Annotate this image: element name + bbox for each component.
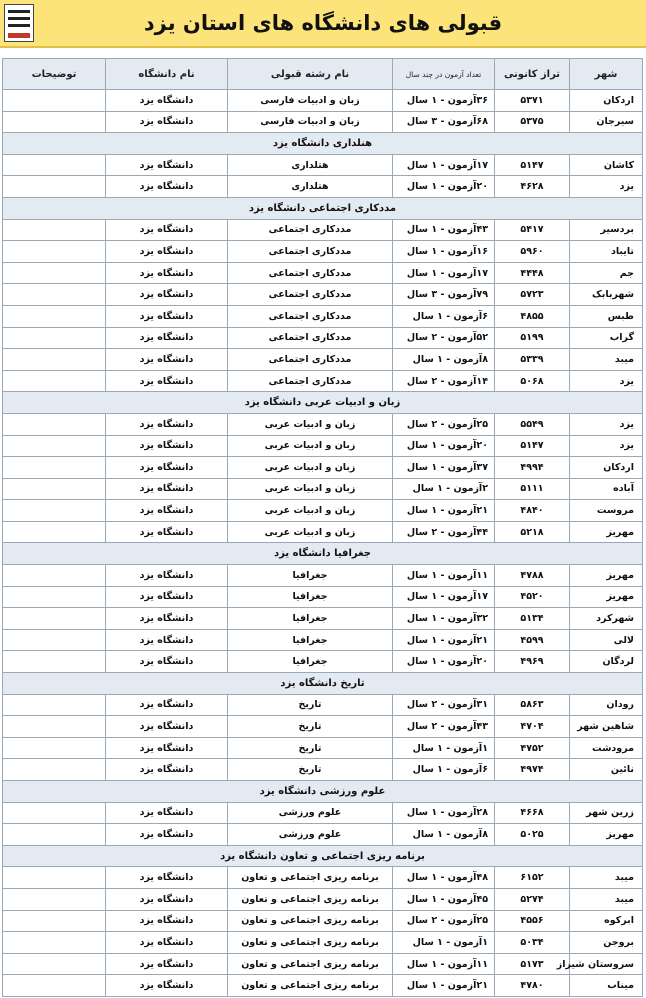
table-row: [3, 953, 643, 975]
cell-score: ۴۵۵۶: [495, 910, 570, 932]
cell-field: مددکاری اجتماعی: [228, 241, 393, 263]
section-row: [3, 392, 643, 414]
cell-city: میبد: [570, 349, 643, 371]
table-row: [3, 457, 643, 479]
cell-score: ۴۷۵۲: [495, 737, 570, 759]
cell-score: ۴۸۴۰: [495, 500, 570, 522]
table-row: [3, 737, 643, 759]
cell-exams: ۱۱آزمون - ۱ سال: [393, 953, 495, 975]
cell-field: زبان و ادبیات عربی: [228, 500, 393, 522]
cell-exams: ۱۴آزمون - ۲ سال: [393, 370, 495, 392]
cell-notes: [3, 975, 106, 997]
cell-city: نائین: [570, 759, 643, 781]
cell-notes: [3, 219, 106, 241]
cell-notes: [3, 90, 106, 112]
cell-score: ۵۱۱۱: [495, 478, 570, 500]
cell-city: یزد: [570, 435, 643, 457]
cell-notes: [3, 457, 106, 479]
table-row: [3, 565, 643, 587]
cell-university: دانشگاه یزد: [106, 370, 228, 392]
section-title: تاریخ دانشگاه یزد: [3, 673, 643, 695]
cell-exams: ۱۷آزمون - ۱ سال: [393, 154, 495, 176]
cell-notes: [3, 694, 106, 716]
cell-university: دانشگاه یزد: [106, 867, 228, 889]
cell-exams: ۳۷آزمون - ۱ سال: [393, 457, 495, 479]
cell-field: جغرافیا: [228, 651, 393, 673]
cell-score: ۴۹۹۴: [495, 457, 570, 479]
table-row: [3, 716, 643, 738]
cell-field: جغرافیا: [228, 608, 393, 630]
cell-notes: [3, 651, 106, 673]
cell-field: زبان و ادبیات عربی: [228, 457, 393, 479]
cell-university: دانشگاه یزد: [106, 651, 228, 673]
cell-exams: ۶آزمون - ۱ سال: [393, 305, 495, 327]
cell-university: دانشگاه یزد: [106, 802, 228, 824]
cell-score: ۴۷۸۸: [495, 565, 570, 587]
cell-university: دانشگاه یزد: [106, 824, 228, 846]
cell-field: زبان و ادبیات عربی: [228, 413, 393, 435]
cell-notes: [3, 629, 106, 651]
section-row: [3, 673, 643, 695]
cell-exams: ۲۱آزمون - ۱ سال: [393, 500, 495, 522]
cell-city: اردکان: [570, 90, 643, 112]
cell-university: دانشگاه یزد: [106, 111, 228, 133]
section-title: برنامه ریزی اجتماعی و تعاون دانشگاه یزد: [3, 845, 643, 867]
cell-exams: ۱۶آزمون - ۱ سال: [393, 241, 495, 263]
cell-city: یزد: [570, 413, 643, 435]
cell-university: دانشگاه یزد: [106, 500, 228, 522]
cell-exams: ۱۱آزمون - ۱ سال: [393, 565, 495, 587]
section-row: [3, 197, 643, 219]
cell-score: ۵۷۲۳: [495, 284, 570, 306]
cell-notes: [3, 262, 106, 284]
cell-field: برنامه ریزی اجتماعی و تعاون: [228, 975, 393, 997]
cell-university: دانشگاه یزد: [106, 435, 228, 457]
table-row: [3, 413, 643, 435]
table-row: [3, 305, 643, 327]
table-row: [3, 629, 643, 651]
cell-university: دانشگاه یزد: [106, 953, 228, 975]
cell-university: دانشگاه یزد: [106, 349, 228, 371]
cell-city: مهریز: [570, 824, 643, 846]
cell-field: برنامه ریزی اجتماعی و تعاون: [228, 867, 393, 889]
cell-score: ۵۳۳۹: [495, 349, 570, 371]
cell-field: برنامه ریزی اجتماعی و تعاون: [228, 910, 393, 932]
cell-exams: ۴۵آزمون - ۱ سال: [393, 888, 495, 910]
cell-score: ۵۱۹۹: [495, 327, 570, 349]
cell-exams: ۲۱آزمون - ۱ سال: [393, 629, 495, 651]
cell-score: ۴۵۲۰: [495, 586, 570, 608]
cell-university: دانشگاه یزد: [106, 565, 228, 587]
page-title: قبولی های دانشگاه های استان یزد: [143, 11, 503, 35]
cell-city: مرودشت: [570, 737, 643, 759]
section-title: مددکاری اجتماعی دانشگاه یزد: [3, 197, 643, 219]
cell-city: تایباد: [570, 241, 643, 263]
cell-field: علوم ورزشی: [228, 802, 393, 824]
section-row: [3, 781, 643, 803]
cell-university: دانشگاه یزد: [106, 759, 228, 781]
cell-university: دانشگاه یزد: [106, 284, 228, 306]
cell-university: دانشگاه یزد: [106, 629, 228, 651]
section-title: علوم ورزشی دانشگاه یزد: [3, 781, 643, 803]
cell-notes: [3, 932, 106, 954]
cell-score: ۵۳۷۵: [495, 111, 570, 133]
cell-notes: [3, 867, 106, 889]
cell-score: ۵۵۴۹: [495, 413, 570, 435]
cell-university: دانشگاه یزد: [106, 888, 228, 910]
cell-exams: ۴۴آزمون - ۲ سال: [393, 521, 495, 543]
cell-city: مروست: [570, 500, 643, 522]
cell-exams: ۳۱آزمون - ۲ سال: [393, 694, 495, 716]
cell-field: تاریخ: [228, 759, 393, 781]
cell-field: جغرافیا: [228, 565, 393, 587]
cell-exams: ۲۱آزمون - ۱ سال: [393, 975, 495, 997]
cell-exams: ۱۷آزمون - ۱ سال: [393, 586, 495, 608]
cell-notes: [3, 478, 106, 500]
cell-university: دانشگاه یزد: [106, 716, 228, 738]
cell-field: مددکاری اجتماعی: [228, 284, 393, 306]
header-university: نام دانشگاه: [106, 59, 228, 90]
cell-field: مددکاری اجتماعی: [228, 349, 393, 371]
cell-notes: [3, 435, 106, 457]
cell-university: دانشگاه یزد: [106, 241, 228, 263]
cell-field: تاریخ: [228, 694, 393, 716]
cell-notes: [3, 824, 106, 846]
cell-city: یزد: [570, 176, 643, 198]
cell-exams: ۲۵آزمون - ۲ سال: [393, 910, 495, 932]
cell-notes: [3, 888, 106, 910]
cell-notes: [3, 241, 106, 263]
cell-city: سروستان شیراز: [570, 953, 643, 975]
cell-field: زبان و ادبیات عربی: [228, 521, 393, 543]
cell-exams: ۴۳آزمون - ۲ سال: [393, 716, 495, 738]
cell-exams: ۲۸آزمون - ۱ سال: [393, 802, 495, 824]
cell-university: دانشگاه یزد: [106, 737, 228, 759]
cell-exams: ۲آزمون - ۱ سال: [393, 478, 495, 500]
cell-score: ۵۱۴۷: [495, 435, 570, 457]
cell-university: دانشگاه یزد: [106, 932, 228, 954]
cell-city: آباده: [570, 478, 643, 500]
table-row: [3, 521, 643, 543]
cell-exams: ۶آزمون - ۱ سال: [393, 759, 495, 781]
table-row: [3, 154, 643, 176]
cell-university: دانشگاه یزد: [106, 262, 228, 284]
cell-score: ۵۰۳۴: [495, 932, 570, 954]
cell-notes: [3, 370, 106, 392]
cell-city: بروجن: [570, 932, 643, 954]
cell-university: دانشگاه یزد: [106, 910, 228, 932]
cell-university: دانشگاه یزد: [106, 478, 228, 500]
section-title: جغرافیا دانشگاه یزد: [3, 543, 643, 565]
cell-notes: [3, 759, 106, 781]
cell-city: بردسیر: [570, 219, 643, 241]
section-row: [3, 133, 643, 155]
table-row: [3, 284, 643, 306]
section-row: [3, 543, 643, 565]
cell-city: میناب: [570, 975, 643, 997]
cell-exams: ۲۰آزمون - ۱ سال: [393, 651, 495, 673]
cell-exams: ۸آزمون - ۱ سال: [393, 349, 495, 371]
table-row: [3, 500, 643, 522]
cell-university: دانشگاه یزد: [106, 586, 228, 608]
cell-score: ۴۹۷۴: [495, 759, 570, 781]
cell-exams: ۱۷آزمون - ۱ سال: [393, 262, 495, 284]
cell-field: برنامه ریزی اجتماعی و تعاون: [228, 888, 393, 910]
cell-score: ۵۸۶۳: [495, 694, 570, 716]
cell-notes: [3, 608, 106, 630]
cell-field: هتلداری: [228, 176, 393, 198]
admissions-table: [2, 58, 643, 997]
table-row: [3, 759, 643, 781]
table-row: [3, 608, 643, 630]
cell-field: مددکاری اجتماعی: [228, 327, 393, 349]
table-row: [3, 651, 643, 673]
cell-university: دانشگاه یزد: [106, 413, 228, 435]
cell-notes: [3, 305, 106, 327]
table-row: [3, 241, 643, 263]
cell-city: شهرکرد: [570, 608, 643, 630]
cell-university: دانشگاه یزد: [106, 154, 228, 176]
table-row: [3, 932, 643, 954]
cell-field: برنامه ریزی اجتماعی و تعاون: [228, 932, 393, 954]
cell-city: گراب: [570, 327, 643, 349]
cell-score: ۵۲۱۸: [495, 521, 570, 543]
cell-city: ابرکوه: [570, 910, 643, 932]
cell-university: دانشگاه یزد: [106, 975, 228, 997]
cell-notes: [3, 716, 106, 738]
cell-university: دانشگاه یزد: [106, 219, 228, 241]
cell-notes: [3, 111, 106, 133]
header-city: شهر: [570, 59, 643, 90]
cell-field: مددکاری اجتماعی: [228, 219, 393, 241]
cell-exams: ۲۰آزمون - ۱ سال: [393, 435, 495, 457]
cell-score: ۴۹۶۹: [495, 651, 570, 673]
section-row: [3, 845, 643, 867]
cell-field: تاریخ: [228, 737, 393, 759]
table-row: [3, 867, 643, 889]
cell-notes: [3, 953, 106, 975]
cell-score: ۴۸۵۵: [495, 305, 570, 327]
cell-notes: [3, 802, 106, 824]
cell-notes: [3, 500, 106, 522]
cell-university: دانشگاه یزد: [106, 305, 228, 327]
table-row: [3, 176, 643, 198]
cell-notes: [3, 176, 106, 198]
cell-field: زبان و ادبیات عربی: [228, 478, 393, 500]
cell-notes: [3, 413, 106, 435]
header-exams: تعداد آزمون در چند سال: [393, 59, 495, 90]
cell-city: شهربابک: [570, 284, 643, 306]
cell-exams: ۳۶آزمون - ۱ سال: [393, 90, 495, 112]
title-banner: [0, 0, 646, 48]
cell-score: ۵۱۷۳: [495, 953, 570, 975]
table-row: [3, 349, 643, 371]
table-row: [3, 370, 643, 392]
admissions-table-wrapper: [3, 58, 643, 997]
cell-city: کاشان: [570, 154, 643, 176]
table-row: [3, 975, 643, 997]
table-body: [3, 90, 643, 997]
cell-city: طبس: [570, 305, 643, 327]
cell-score: ۵۰۲۵: [495, 824, 570, 846]
cell-score: ۴۷۸۰: [495, 975, 570, 997]
cell-university: دانشگاه یزد: [106, 327, 228, 349]
cell-field: جغرافیا: [228, 586, 393, 608]
cell-field: برنامه ریزی اجتماعی و تعاون: [228, 953, 393, 975]
table-row: [3, 824, 643, 846]
table-row: [3, 586, 643, 608]
cell-exams: ۳۲آزمون - ۱ سال: [393, 608, 495, 630]
cell-score: ۵۱۳۴: [495, 608, 570, 630]
cell-notes: [3, 586, 106, 608]
cell-exams: ۲۵آزمون - ۲ سال: [393, 413, 495, 435]
cell-score: ۵۰۶۸: [495, 370, 570, 392]
cell-city: زرین شهر: [570, 802, 643, 824]
table-row: [3, 111, 643, 133]
cell-city: جم: [570, 262, 643, 284]
table-row: [3, 327, 643, 349]
cell-exams: ۴۳آزمون - ۱ سال: [393, 219, 495, 241]
cell-city: میبد: [570, 867, 643, 889]
cell-city: یزد: [570, 370, 643, 392]
cell-city: رودان: [570, 694, 643, 716]
cell-score: ۵۱۴۷: [495, 154, 570, 176]
cell-field: زبان و ادبیات فارسی: [228, 90, 393, 112]
table-header-row: [3, 59, 643, 90]
table-row: [3, 910, 643, 932]
table-row: [3, 435, 643, 457]
cell-exams: ۱آزمون - ۱ سال: [393, 932, 495, 954]
cell-notes: [3, 327, 106, 349]
cell-exams: ۸آزمون - ۱ سال: [393, 824, 495, 846]
section-title: هنلداری دانشگاه یزد: [3, 133, 643, 155]
table-row: [3, 262, 643, 284]
cell-field: مددکاری اجتماعی: [228, 305, 393, 327]
cell-city: اردکان: [570, 457, 643, 479]
cell-field: علوم ورزشی: [228, 824, 393, 846]
cell-notes: [3, 737, 106, 759]
cell-university: دانشگاه یزد: [106, 694, 228, 716]
cell-field: مددکاری اجتماعی: [228, 262, 393, 284]
cell-university: دانشگاه یزد: [106, 176, 228, 198]
cell-field: زبان و ادبیات عربی: [228, 435, 393, 457]
cell-city: میبد: [570, 888, 643, 910]
cell-score: ۵۲۷۴: [495, 888, 570, 910]
cell-notes: [3, 910, 106, 932]
header-score: تراز کانونی: [495, 59, 570, 90]
cell-notes: [3, 565, 106, 587]
cell-city: مهریز: [570, 565, 643, 587]
cell-city: مهریز: [570, 521, 643, 543]
cell-field: تاریخ: [228, 716, 393, 738]
cell-exams: ۶۸آزمون - ۳ سال: [393, 111, 495, 133]
cell-exams: ۱آزمون - ۱ سال: [393, 737, 495, 759]
cell-score: ۴۷۰۴: [495, 716, 570, 738]
cell-city: مهریز: [570, 586, 643, 608]
cell-score: ۵۳۷۱: [495, 90, 570, 112]
cell-exams: ۴۸آزمون - ۱ سال: [393, 867, 495, 889]
cell-score: ۴۶۲۸: [495, 176, 570, 198]
table-row: [3, 219, 643, 241]
cell-score: ۶۱۵۲: [495, 867, 570, 889]
cell-city: سیرجان: [570, 111, 643, 133]
cell-city: لالی: [570, 629, 643, 651]
cell-score: ۵۹۶۰: [495, 241, 570, 263]
cell-university: دانشگاه یزد: [106, 90, 228, 112]
table-row: [3, 888, 643, 910]
cell-field: هتلداری: [228, 154, 393, 176]
cell-city: شاهین شهر: [570, 716, 643, 738]
cell-field: مددکاری اجتماعی: [228, 370, 393, 392]
cell-university: دانشگاه یزد: [106, 521, 228, 543]
cell-notes: [3, 154, 106, 176]
cell-exams: ۷۹آزمون - ۳ سال: [393, 284, 495, 306]
cell-notes: [3, 521, 106, 543]
cell-field: جغرافیا: [228, 629, 393, 651]
cell-score: ۴۵۹۹: [495, 629, 570, 651]
table-row: [3, 694, 643, 716]
cell-city: لردگان: [570, 651, 643, 673]
cell-score: ۴۶۶۸: [495, 802, 570, 824]
cell-university: دانشگاه یزد: [106, 608, 228, 630]
cell-notes: [3, 284, 106, 306]
cell-score: ۴۴۴۸: [495, 262, 570, 284]
cell-exams: ۲۰آزمون - ۱ سال: [393, 176, 495, 198]
section-title: زبان و ادبیات عربی دانشگاه یزد: [3, 392, 643, 414]
header-field: نام رشته قبولی: [228, 59, 393, 90]
table-row: [3, 802, 643, 824]
header-notes: توضیحات: [3, 59, 106, 90]
cell-notes: [3, 349, 106, 371]
cell-field: زبان و ادبیات فارسی: [228, 111, 393, 133]
table-row: [3, 478, 643, 500]
cell-university: دانشگاه یزد: [106, 457, 228, 479]
table-row: [3, 90, 643, 112]
cell-exams: ۵۲آزمون - ۲ سال: [393, 327, 495, 349]
cell-score: ۵۴۱۷: [495, 219, 570, 241]
